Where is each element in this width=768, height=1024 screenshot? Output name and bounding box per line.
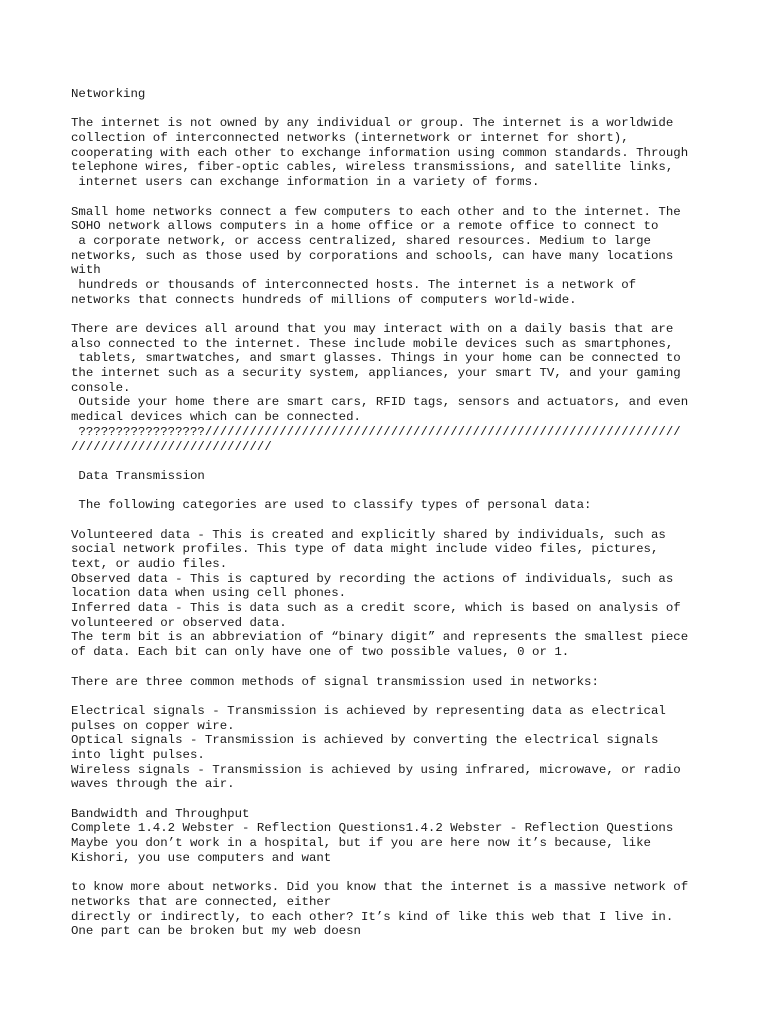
paragraph-heading-data-transmission bbox=[71, 469, 761, 484]
text-line: SOHO network allows computers in a home office or a remote office to connect to bbox=[71, 219, 659, 234]
text-line: Observed data - This is captured by recording the actions of individuals, such as bbox=[71, 571, 674, 586]
text-line: Optical signals - Transmission is achieved by converting the electrical signals bbox=[71, 733, 659, 748]
text-line: One part can be broken but my web doesn bbox=[71, 924, 361, 939]
text-line: networks that connects hundreds of millions of computers world-wide. bbox=[71, 292, 577, 307]
text-line: location data when using cell phones. bbox=[71, 586, 347, 601]
section-heading: Bandwidth and Throughput bbox=[71, 806, 250, 821]
text-line: telephone wires, fiber-optic cables, wireless transmissions, and satellite links, bbox=[71, 160, 674, 175]
text-line: Volunteered data - This is created and explicitly shared by individuals, such as bbox=[71, 527, 666, 542]
text-line: Inferred data - This is data such as a credit score, which is based on analysis of bbox=[71, 601, 681, 616]
paragraph-bandwidth-reflection bbox=[71, 807, 761, 866]
paragraph-title-networking bbox=[71, 87, 761, 102]
text-line: There are three common methods of signal transmission used in networks: bbox=[71, 674, 599, 689]
text-line: to know more about networks. Did you know that the internet is a massive network of bbox=[71, 880, 689, 895]
text-line: networks, such as those used by corporations and schools, can have many locations bbox=[71, 248, 674, 263]
text-line: Maybe you don’t work in a hospital, but if you are here now it’s because, like bbox=[71, 836, 651, 851]
text-line: the internet such as a security system, appliances, your smart TV, and your gaming bbox=[71, 366, 681, 381]
text-line: The internet is not owned by any individual or group. The internet is a worldwide bbox=[71, 116, 674, 131]
text-line: Electrical signals - Transmission is achieved by representing data as electrical bbox=[71, 703, 666, 718]
text-line: Wireless signals - Transmission is achieved by using infrared, microwave, or radio bbox=[71, 762, 681, 777]
text-line: directly or indirectly, to each other? It’s kind of like this web that I live in. bbox=[71, 909, 674, 924]
text-line: also connected to the internet. These include mobile devices such as smartphones, bbox=[71, 336, 674, 351]
text-line: hundreds or thousands of interconnected hosts. The internet is a network of bbox=[71, 277, 637, 292]
text-line: Outside your home there are smart cars, RFID tags, sensors and actuators, and even bbox=[71, 395, 689, 410]
paragraph-data-categories bbox=[71, 528, 761, 660]
paragraph-connected-devices bbox=[71, 322, 761, 454]
paragraph-internet-ownership bbox=[71, 116, 761, 189]
text-line: cooperating with each other to exchange information using common standards. Through bbox=[71, 145, 689, 160]
paragraph-network-sizes bbox=[71, 205, 761, 308]
document-body bbox=[71, 87, 761, 954]
text-line: ?????????????????//////////////////////////////////////////////////////////////// bbox=[71, 424, 681, 439]
text-line: of data. Each bit can only have one of two possible values, 0 or 1. bbox=[71, 645, 570, 660]
text-line: tablets, smartwatches, and smart glasses. Things in your home can be connected to bbox=[71, 351, 681, 366]
text-line: a corporate network, or access centralized, shared resources. Medium to large bbox=[71, 233, 651, 248]
paragraph-signal-types bbox=[71, 704, 761, 792]
text-line: Small home networks connect a few computers to each other and to the internet. The bbox=[71, 204, 681, 219]
text-line: waves through the air. bbox=[71, 777, 235, 792]
text-line: /////////////////////////// bbox=[71, 439, 272, 454]
text-line: console. bbox=[71, 380, 131, 395]
text-line: There are devices all around that you may interact with on a daily basis that are bbox=[71, 322, 674, 336]
text-line: into light pulses. bbox=[71, 747, 205, 762]
text-line: The term bit is an abbreviation of “binary digit” and represents the smallest piece bbox=[71, 630, 689, 645]
text-line: social network profiles. This type of data might include video files, pictures, bbox=[71, 542, 659, 557]
paragraph-signal-methods-intro bbox=[71, 675, 761, 690]
paragraph-web-analogy bbox=[71, 880, 761, 939]
section-heading: Data Transmission bbox=[71, 468, 205, 483]
text-line: volunteered or observed data. bbox=[71, 615, 287, 630]
text-line: text, or audio files. bbox=[71, 557, 228, 571]
text-line: pulses on copper wire. bbox=[71, 718, 235, 733]
text-line: Kishori, you use computers and want bbox=[71, 850, 332, 865]
text-line: with bbox=[71, 263, 101, 278]
text-line: collection of interconnected networks (internetwork or internet for short), bbox=[71, 131, 629, 146]
text-line: networks that are connected, either bbox=[71, 894, 332, 909]
text-line: The following categories are used to classify types of personal data: bbox=[71, 498, 592, 513]
text-line: Complete 1.4.2 Webster - Reflection Questions1.4.2 Webster - Reflection Questions bbox=[71, 821, 674, 836]
text-line: medical devices which can be connected. bbox=[71, 410, 361, 425]
paragraph-personal-data-intro bbox=[71, 498, 761, 513]
text-line: internet users can exchange information in a variety of forms. bbox=[71, 175, 540, 190]
text-line: Networking bbox=[71, 87, 146, 101]
